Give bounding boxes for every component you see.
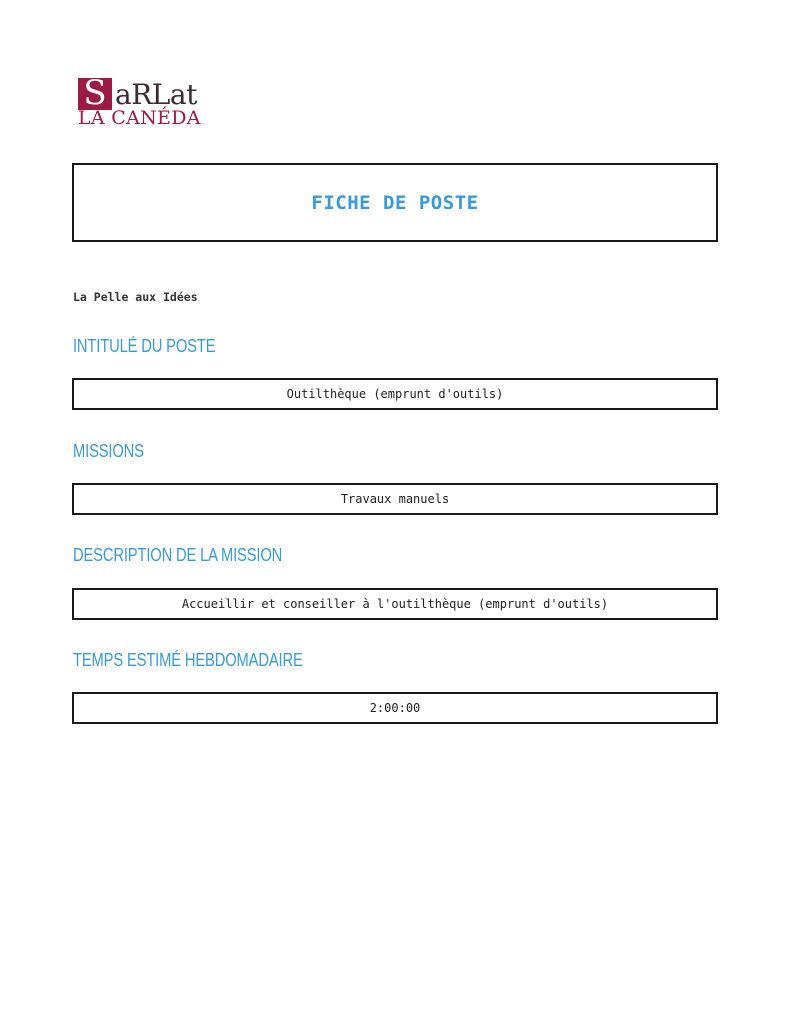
value-box-temps <box>72 692 718 724</box>
organization-name: La Pelle aux Idées <box>73 290 198 304</box>
value-description: Accueillir et conseiller à l'outilthèque (emprunt d'outils) <box>181 597 609 611</box>
sarlat-logo <box>78 73 208 130</box>
title-box <box>72 163 718 242</box>
value-box-intitule <box>72 378 718 410</box>
section-heading-missions: MISSIONS <box>73 441 144 461</box>
document-title: FICHE DE POSTE <box>311 191 479 214</box>
section-heading-description: DESCRIPTION DE LA MISSION <box>73 545 283 565</box>
value-box-description <box>72 588 718 620</box>
value-box-missions <box>72 483 718 515</box>
value-missions: Travaux manuels <box>340 492 450 506</box>
section-heading-intitule: INTITULÉ DU POSTE <box>73 336 216 356</box>
logo-wordmark: aRLat <box>115 78 197 111</box>
value-intitule: Outilthèque (emprunt d'outils) <box>286 387 504 401</box>
value-temps: 2:00:00 <box>369 701 421 715</box>
logo-letter: S <box>83 73 107 113</box>
section-heading-temps: TEMPS ESTIMÉ HEBDOMADAIRE <box>73 650 303 670</box>
logo-subtitle: LA CANÉDA <box>78 107 201 129</box>
